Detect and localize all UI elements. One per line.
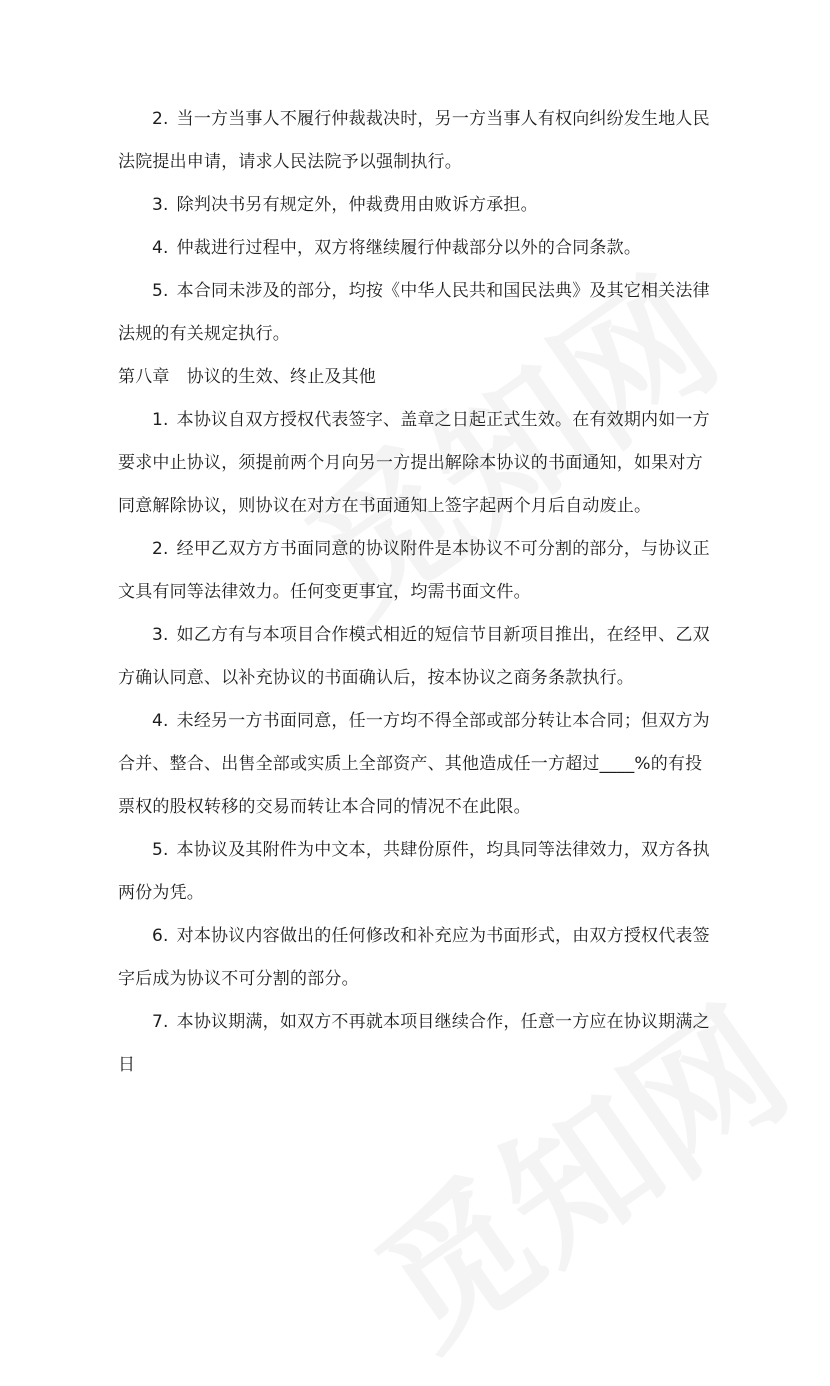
clause-number: 5. (152, 840, 169, 860)
clause (118, 227, 713, 270)
clause-number: 4. (152, 238, 169, 258)
clause-text: 未经另一方书面同意，任一方均不得全部或部分转让本合同；但双方为合并、整合、出售全部或实质上全部资产、其他造成任一方超过____%的有投票权的股权转移的交易而转让本合同的情况不在此限。 (118, 711, 710, 817)
document-page (118, 98, 713, 1087)
clause (118, 184, 713, 227)
clause (118, 829, 713, 915)
clause-number: 6. (152, 926, 169, 946)
clause (118, 1001, 713, 1087)
clause-text: 除判决书另有规定外，仲裁费用由败诉方承担。 (176, 195, 538, 215)
clause (118, 915, 713, 1001)
clause-text: 本协议及其附件为中文本，共肆份原件，均具同等法律效力，双方各执两份为凭。 (118, 840, 710, 903)
clause-number: 4. (152, 711, 169, 731)
clause (118, 399, 713, 528)
clause (118, 614, 713, 700)
clause-number: 7. (152, 1012, 169, 1032)
clause-number: 2. (152, 539, 169, 559)
clause-text: 对本协议内容做出的任何修改和补充应为书面形式，由双方授权代表签字后成为协议不可分割的部分。 (118, 926, 710, 989)
clause-number: 1. (152, 410, 169, 430)
clause-text: 本协议期满，如双方不再就本项目继续合作，任意一方应在协议期满之日 (118, 1012, 710, 1075)
clause (118, 98, 713, 184)
clause-text: 本合同未涉及的部分，均按《中华人民共和国民法典》及其它相关法律法规的有关规定执行。 (118, 281, 710, 344)
clause-text: 如乙方有与本项目合作模式相近的短信节目新项目推出，在经甲、乙双方确认同意、以补充协议的书面确认后，按本协议之商务条款执行。 (118, 625, 710, 688)
clause-number: 3. (152, 625, 169, 645)
clause-text: 仲裁进行过程中，双方将继续履行仲裁部分以外的合同条款。 (176, 238, 642, 258)
clause (118, 700, 713, 829)
clause-number: 3. (152, 195, 169, 215)
clause (118, 270, 713, 356)
clause (118, 528, 713, 614)
clause-text: 经甲乙双方方书面同意的协议附件是本协议不可分割的部分，与协议正文具有同等法律效力。任何变更事宜，均需书面文件。 (118, 539, 710, 602)
chapter-heading: 第八章 协议的生效、终止及其他 (118, 367, 376, 387)
clause-number: 2. (152, 109, 169, 129)
clause-number: 5. (152, 281, 169, 301)
clause-text: 本协议自双方授权代表签字、盖章之日起正式生效。在有效期内如一方要求中止协议，须提前两个月向另一方提出解除本协议的书面通知，如果对方同意解除协议，则协议在对方在书面通知上签字起两个月后自动废止。 (118, 410, 710, 516)
clause-text: 当一方当事人不履行仲裁裁决时，另一方当事人有权向纠纷发生地人民法院提出申请，请求人民法院予以强制执行。 (118, 109, 710, 172)
